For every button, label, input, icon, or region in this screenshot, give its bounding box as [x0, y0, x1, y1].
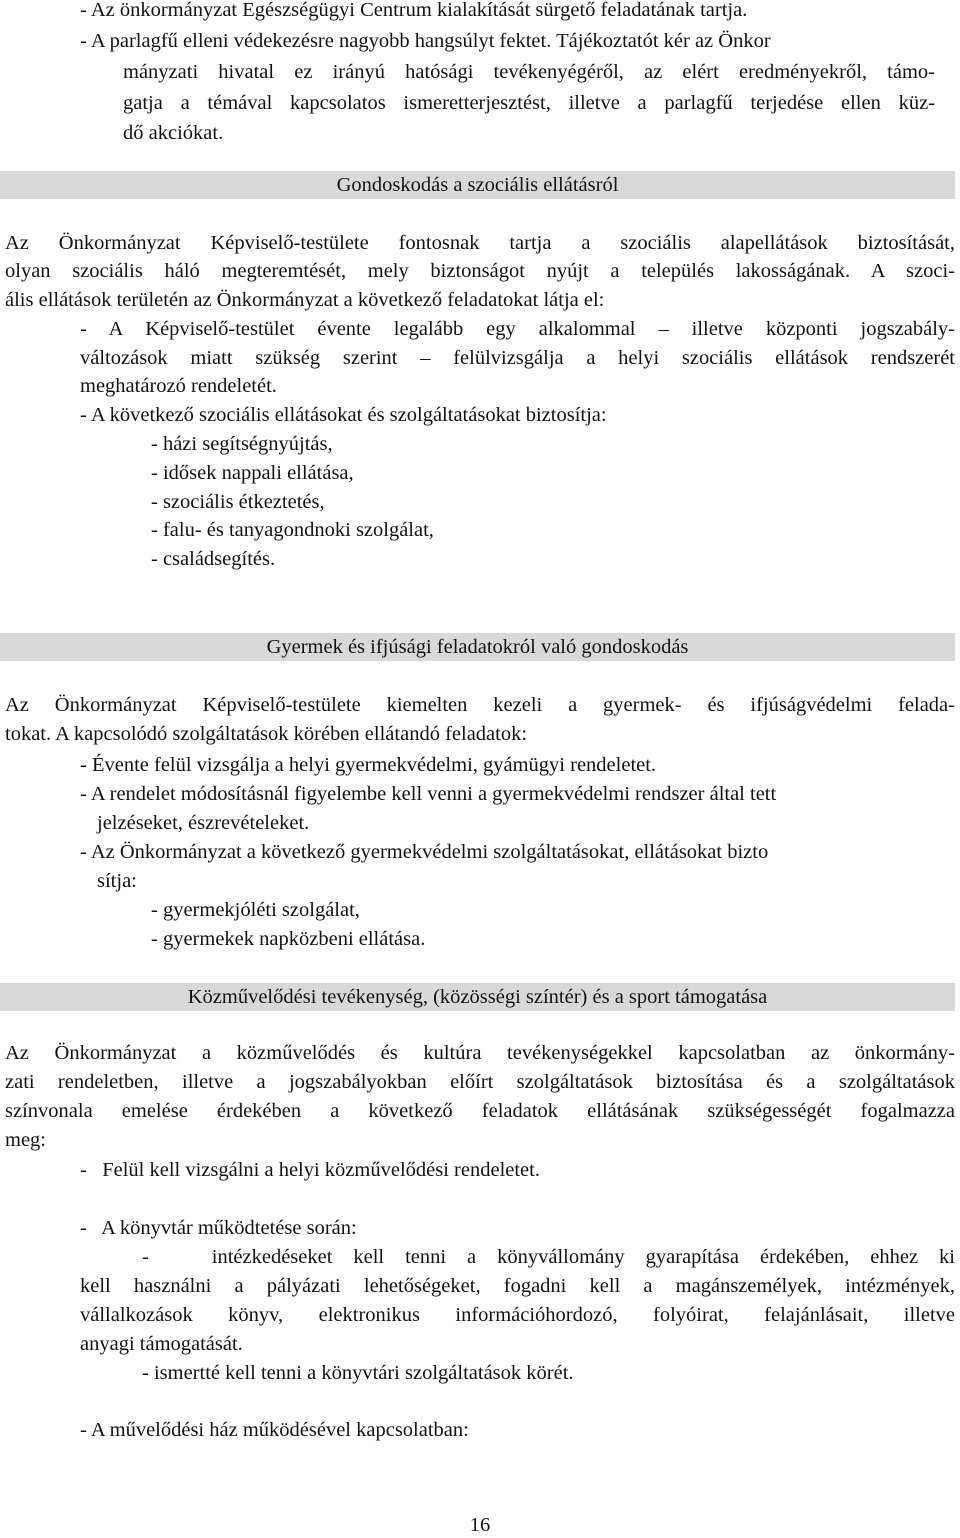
list-item: - gyermekjóléti szolgálat, [151, 899, 360, 921]
intro-line: mányzati hivatal ez irányú hatósági tevékenyégéről, az elért eredményekről, támo- [123, 61, 935, 83]
sub-bullet-line: anyagi támogatását. [80, 1333, 243, 1355]
list-item: - idősek nappali ellátása, [151, 462, 354, 484]
list-item: - családsegítés. [151, 548, 276, 570]
sub-bullet-line: vállalkozások könyv, elektronikus információhordozó, folyóirat, felajánlásait, illetve [80, 1304, 955, 1326]
bullet-line: sítja: [97, 870, 137, 892]
list-item: - házi segítségnyújtás, [151, 433, 333, 455]
bullet-line: változások miatt szükség szerint – felülvizsgálja a helyi szociális ellátások rendszerét [80, 347, 955, 369]
paragraph-line: meg: [5, 1129, 46, 1151]
bullet-line: - A következő szociális ellátásokat és szolgáltatásokat biztosítja: [80, 404, 607, 426]
bullet-line: jelzéseket, észrevételeket. [97, 812, 310, 834]
paragraph-line: zati rendeletben, illetve a jogszabályokban előírt szolgáltatások biztosítása és a szolgáltatások [5, 1071, 955, 1093]
intro-line: dő akciókat. [123, 122, 224, 144]
bullet-line: - A könyvtár működtetése során: [80, 1217, 357, 1239]
list-item: - gyermekek napközbeni ellátása. [151, 928, 426, 950]
paragraph-line: Az Önkormányzat Képviselő-testülete fontosnak tartja a szociális alapellátások biztosítását, [5, 232, 955, 254]
paragraph-line: Az Önkormányzat a közművelődés és kultúra tevékenységekkel kapcsolatban az önkormány- [5, 1042, 955, 1064]
bullet-line: - Évente felül vizsgálja a helyi gyermekvédelmi, gyámügyi rendeletet. [80, 754, 657, 776]
paragraph-line: Az Önkormányzat Képviselő-testülete kiemelten kezeli a gyermek- és ifjúságvédelmi felada- [5, 694, 955, 716]
bullet-line: - A Képviselő-testület évente legalább egy alkalommal – illetve központi jogszabály- [80, 318, 955, 340]
intro-line: - A parlagfű elleni védekezésre nagyobb hangsúlyt fektet. Tájékoztatót kér az Önkor [80, 30, 771, 52]
section-heading-youth: Gyermek és ifjúsági feladatokról való gondoskodás [0, 633, 955, 661]
section-heading-social: Gondoskodás a szociális ellátásról [0, 171, 955, 199]
paragraph-line: színvonala emelése érdekében a következő feladatok ellátásának szükségességét fogalmazza [5, 1100, 955, 1122]
sub-bullet-line: - intézkedéseket kell tenni a könyvállomány gyarapítása érdekében, ehhez ki [142, 1246, 955, 1268]
bullet-line: - Felül kell vizsgálni a helyi közművelődési rendeletet. [80, 1159, 540, 1181]
bullet-line: - Az Önkormányzat a következő gyermekvédelmi szolgáltatásokat, ellátásokat bizto [80, 841, 769, 863]
paragraph-line: olyan szociális háló megteremtését, mely biztonságot nyújt a település lakosságának. A szoci- [5, 260, 955, 282]
bullet-line: meghatározó rendeletét. [80, 375, 277, 397]
paragraph-line: ális ellátások területén az Önkormányzat a következő feladatokat látja el: [5, 289, 605, 311]
sub-bullet-line: - ismertté kell tenni a könyvtári szolgáltatások körét. [142, 1362, 574, 1384]
bullet-line: - A művelődési ház működésével kapcsolatban: [80, 1419, 469, 1441]
intro-line: - Az önkormányzat Egészségügyi Centrum kialakítását sürgető feladatának tartja. [80, 0, 748, 21]
sub-bullet-line: kell használni a pályázati lehetőségeket, fogadni kell a magánszemélyek, intézmények, [80, 1275, 955, 1297]
intro-line: gatja a témával kapcsolatos ismeretterjesztést, illetve a parlagfű terjedése ellen küz- [123, 92, 935, 114]
paragraph-line: tokat. A kapcsolódó szolgáltatások körében ellátandó feladatok: [5, 723, 528, 745]
page-number: 16 [469, 1514, 491, 1536]
bullet-line: - A rendelet módosításnál figyelembe kell venni a gyermekvédelmi rendszer által tett [80, 783, 777, 805]
list-item: - falu- és tanyagondnoki szolgálat, [151, 519, 434, 541]
list-item: - szociális étkeztetés, [151, 491, 325, 513]
section-heading-culture: Közművelődési tevékenység, (közösségi színtér) és a sport támogatása [0, 983, 955, 1011]
